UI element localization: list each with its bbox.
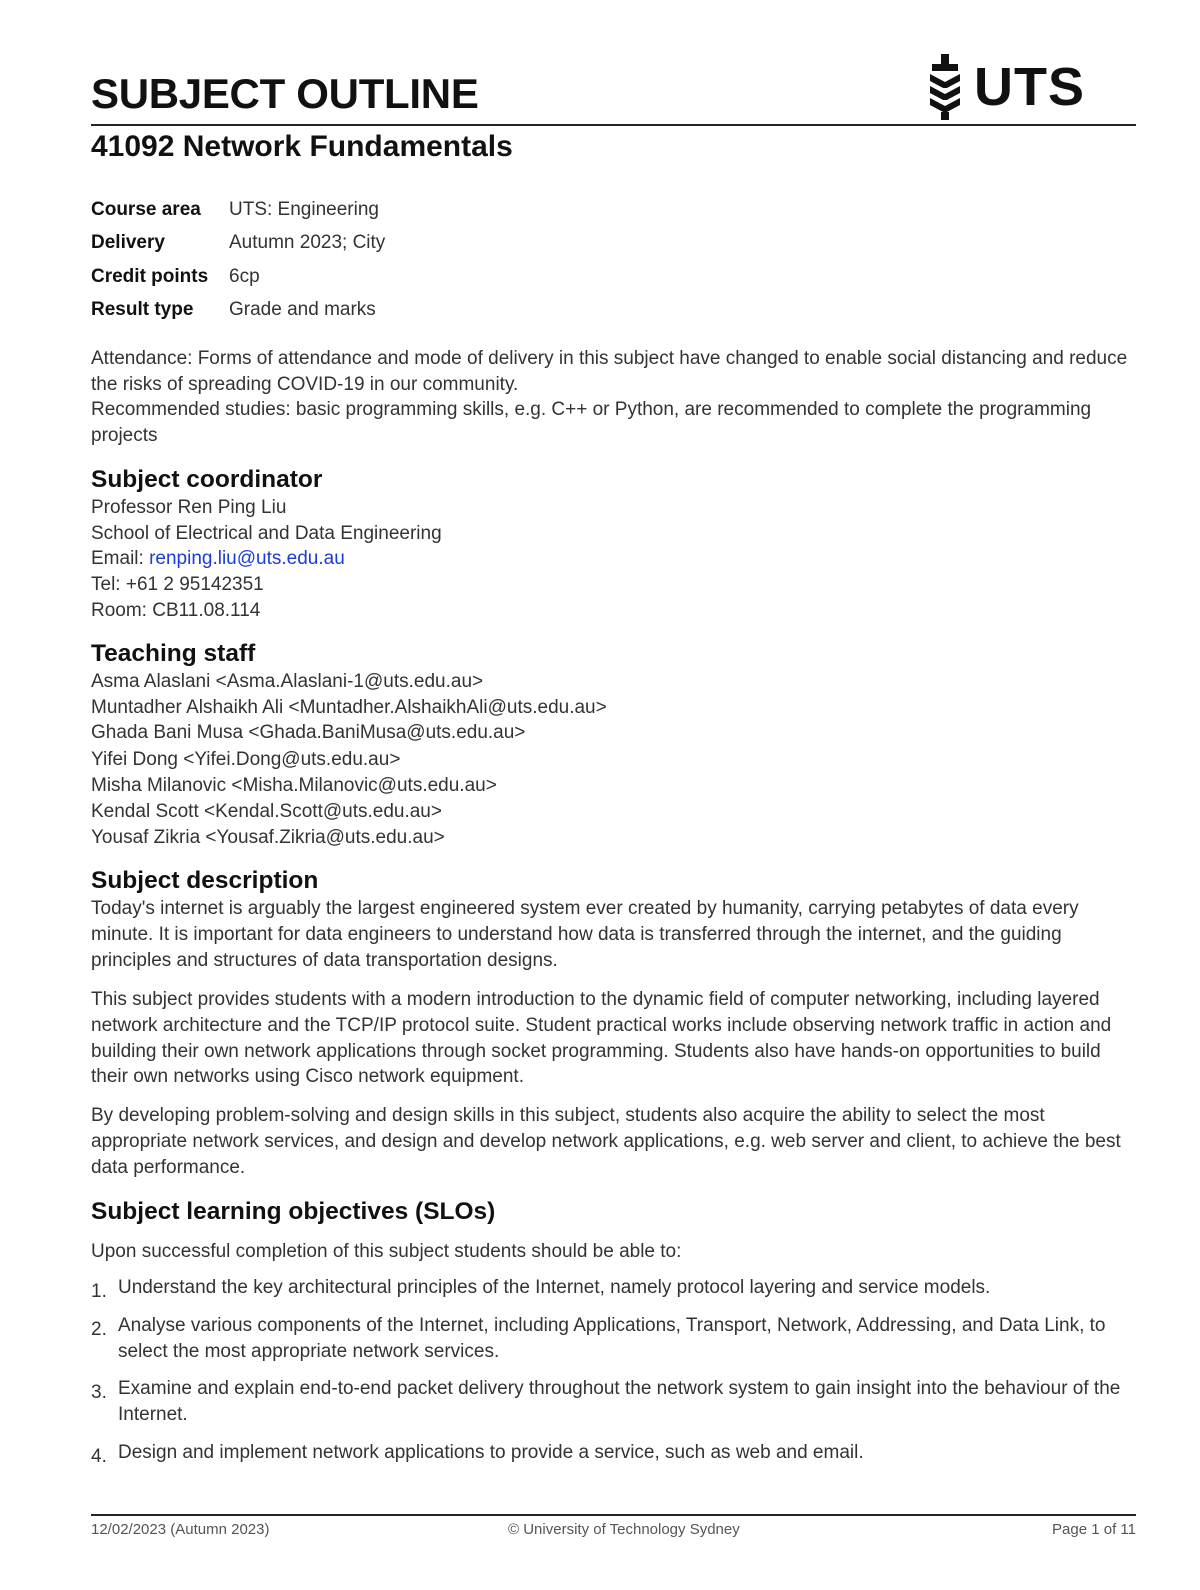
- staff-member: Muntadher Alshaikh Ali <Muntadher.AlshaikhAli@uts.edu.au>: [91, 697, 607, 718]
- uts-crest-icon: [926, 54, 964, 120]
- coordinator-room: Room: CB11.08.114: [91, 600, 261, 621]
- email-label: Email:: [91, 548, 150, 569]
- description-heading: Subject description: [91, 867, 319, 894]
- slo-item: [91, 1275, 1136, 1305]
- footer-copyright: © University of Technology Sydney: [508, 1521, 740, 1538]
- slos-heading: Subject learning objectives (SLOs): [91, 1198, 496, 1225]
- coordinator-name: Professor Ren Ping Liu: [91, 497, 287, 518]
- slo-text: Analyse various components of the Internet, including Applications, Transport, Network, Addressing, and Data Link, to select the most appropriate network services.: [118, 1315, 1106, 1362]
- coordinator-school: School of Electrical and Data Engineering: [91, 523, 442, 544]
- coordinator-email-line: [91, 546, 345, 572]
- subject-name: 41092 Network Fundamentals: [91, 130, 513, 163]
- staff-member: Yousaf Zikria <Yousaf.Zikria@uts.edu.au>: [91, 827, 445, 848]
- subject-meta: [91, 193, 385, 327]
- footer-page-number: Page 1 of 11: [1052, 1521, 1136, 1538]
- slo-text: Examine and explain end-to-end packet delivery throughout the network system to gain insight into the behaviour of the Internet.: [118, 1378, 1121, 1425]
- recommended-studies-note: Recommended studies: basic programming skills, e.g. C++ or Python, are recommended to complete the programming projects: [91, 399, 1092, 446]
- slo-item: [91, 1313, 1136, 1365]
- staff-member: Ghada Bani Musa <Ghada.BaniMusa@uts.edu.au>: [91, 722, 526, 743]
- document-title: SUBJECT OUTLINE: [91, 70, 479, 117]
- slo-number: 3.: [91, 1382, 107, 1403]
- slo-text: Design and implement network applications to provide a service, such as web and email.: [118, 1442, 864, 1463]
- meta-label: Result type: [91, 299, 194, 321]
- meta-label: Course area: [91, 198, 201, 220]
- meta-value: Grade and marks: [229, 299, 376, 321]
- meta-value: Autumn 2023; City: [229, 232, 386, 254]
- description-paragraph: This subject provides students with a modern introduction to the dynamic field of computer networking, including layered network architecture and the TCP/IP protocol suite. Student practical works include observing network traffic in action and building their own network applications through socket programming. Students also have hands-on opportunities to build their own networks using Cisco network equipment.: [91, 989, 1112, 1088]
- coordinator-tel: Tel: +61 2 95142351: [91, 574, 264, 595]
- teaching-staff-heading: Teaching staff: [91, 640, 256, 667]
- footer-divider: [91, 1514, 1136, 1516]
- staff-member: Misha Milanovic <Misha.Milanovic@uts.edu.au>: [91, 775, 497, 796]
- logo-text: UTS: [974, 57, 1085, 117]
- attendance-note: Attendance: Forms of attendance and mode of delivery in this subject have changed to enable social distancing and reduce the risks of spreading COVID-19 in our community.: [91, 348, 1128, 395]
- uts-logo: [926, 52, 1096, 122]
- meta-row-result-type: [91, 294, 385, 328]
- slo-number: 1.: [91, 1281, 107, 1302]
- description-paragraph: Today's internet is arguably the largest engineered system ever created by humanity, carrying petabytes of data every minute. It is important for data engineers to understand how data is transferred through the internet, and the guiding principles and structures of data transportation designs.: [91, 898, 1079, 971]
- coordinator-email-link[interactable]: renping.liu@uts.edu.au: [149, 548, 345, 569]
- description-paragraph: By developing problem-solving and design skills in this subject, students also acquire the ability to select the most appropriate network services, and design and develop network applications, e.g. web server and client, to achieve the best data performance.: [91, 1105, 1121, 1178]
- staff-member: Kendal Scott <Kendal.Scott@uts.edu.au>: [91, 801, 442, 822]
- slo-item: [91, 1376, 1136, 1428]
- meta-row-course-area: [91, 193, 385, 227]
- header-divider: [91, 124, 1136, 126]
- slos-intro: Upon successful completion of this subject students should be able to:: [91, 1241, 682, 1262]
- slo-number: 2.: [91, 1319, 107, 1340]
- footer-date: 12/02/2023 (Autumn 2023): [91, 1521, 270, 1538]
- meta-label: Credit points: [91, 265, 209, 287]
- meta-row-delivery: [91, 227, 385, 261]
- meta-label: Delivery: [91, 232, 165, 254]
- staff-member: Asma Alaslani <Asma.Alaslani-1@uts.edu.au>: [91, 671, 484, 692]
- coordinator-heading: Subject coordinator: [91, 466, 323, 493]
- slo-text: Understand the key architectural principles of the Internet, namely protocol layering and service models.: [118, 1277, 991, 1298]
- meta-value: 6cp: [229, 265, 260, 287]
- meta-value: UTS: Engineering: [229, 198, 379, 220]
- slo-item: [91, 1440, 1136, 1470]
- staff-member: Yifei Dong <Yifei.Dong@uts.edu.au>: [91, 749, 401, 770]
- slo-number: 4.: [91, 1446, 107, 1467]
- meta-row-credit-points: [91, 260, 385, 294]
